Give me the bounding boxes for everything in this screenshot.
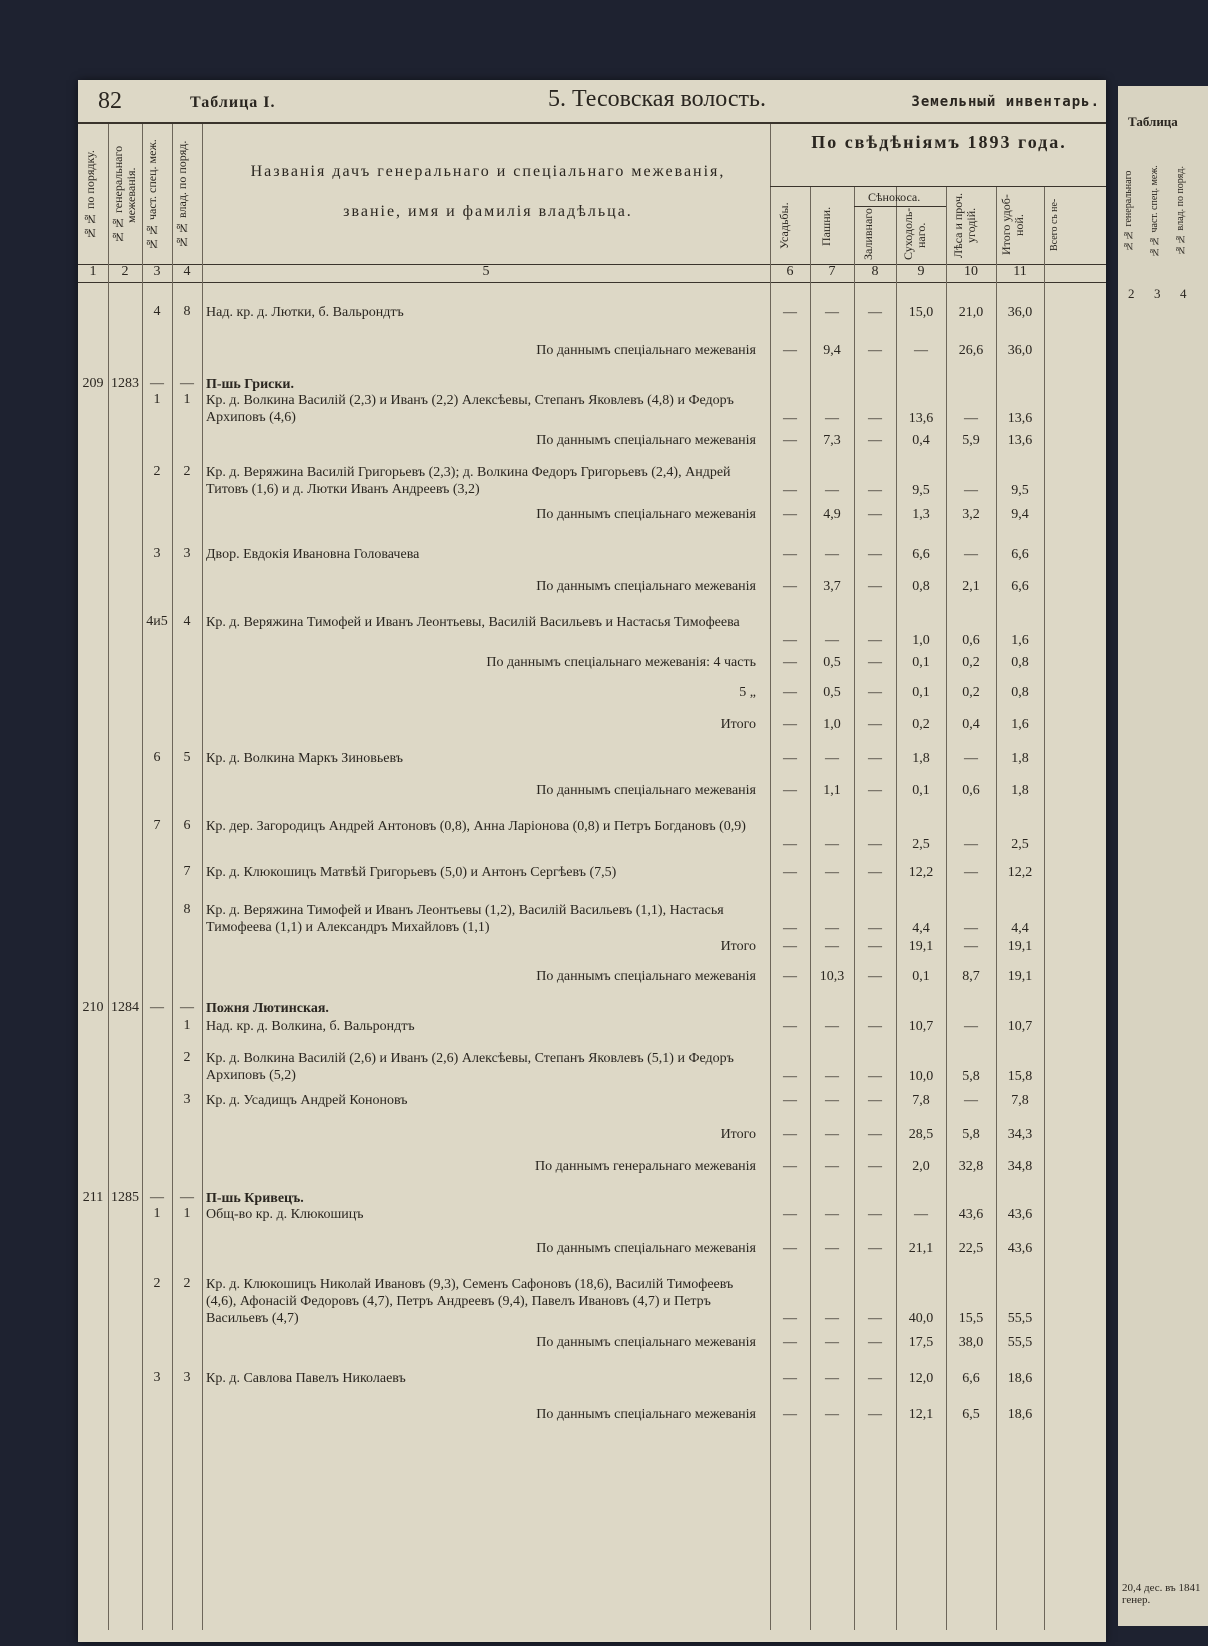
cell-v11: 7,8: [1011, 1093, 1029, 1108]
cell-n3: 1: [153, 392, 161, 407]
cell-v8: —: [868, 685, 882, 700]
cell-v8: —: [868, 1407, 882, 1422]
cell-n3: 2: [153, 464, 161, 479]
cell-v8: —: [868, 921, 882, 936]
cell-v7: —: [825, 1093, 839, 1108]
cell-v10: 15,5: [958, 1311, 984, 1326]
cell-n4: 1: [183, 392, 191, 407]
cell-v7: —: [825, 1159, 839, 1174]
cell-name: П-шь Кривецъ.: [206, 1191, 304, 1206]
cell-v7: —: [825, 1069, 839, 1084]
next-col-header: №№ част. спец. меж.: [1149, 165, 1160, 257]
col5-header: Названія дачъ генеральнаго и спеціальнаго межеванія, званіе, имя и фамилія владѣльца.: [250, 163, 726, 220]
cell-v7: —: [825, 1335, 839, 1350]
cell-v7: —: [825, 411, 839, 426]
next-page-edge: [1118, 86, 1208, 1626]
cell-v9: 0,8: [912, 579, 930, 594]
cell-v6: —: [783, 751, 797, 766]
cell-n4: —: [180, 1000, 194, 1015]
next-col-number: 4: [1180, 286, 1187, 301]
cell-v6: —: [783, 1241, 797, 1256]
cell-v10: 26,6: [958, 343, 984, 358]
cell-v7: —: [825, 1371, 839, 1386]
cell-v8: —: [868, 655, 882, 670]
cell-n3: 3: [153, 1370, 161, 1385]
cell-v9: 0,2: [912, 717, 930, 732]
cell-v8: —: [868, 1159, 882, 1174]
cell-v9: 9,5: [912, 483, 930, 498]
col-number: 6: [786, 264, 794, 279]
top-rule: [78, 122, 1106, 124]
cell-n3: 4: [153, 304, 161, 319]
cell-name: По даннымъ спеціальнаго межеванія: [536, 1241, 756, 1256]
cell-v6: —: [783, 1371, 797, 1386]
cell-n4: —: [180, 376, 194, 391]
col-number: 3: [153, 264, 161, 279]
cell-v10: —: [964, 751, 978, 766]
cell-v9: 19,1: [908, 939, 934, 954]
col-number: 8: [871, 264, 879, 279]
col12-header: Всего съ не-: [1049, 198, 1060, 252]
cell-v6: —: [783, 921, 797, 936]
cell-v8: —: [868, 1019, 882, 1034]
cell-name: По даннымъ спеціальнаго межеванія: [536, 579, 756, 594]
cell-v7: —: [825, 751, 839, 766]
cell-v8: —: [868, 751, 882, 766]
cell-n4: 3: [183, 546, 191, 561]
cell-v11: 4,4: [1011, 921, 1029, 936]
cell-v10: 0,6: [962, 633, 980, 648]
cell-v8: —: [868, 1207, 882, 1222]
cell-v6: —: [783, 343, 797, 358]
cell-v8: —: [868, 579, 882, 594]
next-col-header: №№ генеральнаго: [1123, 170, 1134, 252]
cell-name: По даннымъ спеціальнаго межеванія: 4 часть: [486, 655, 756, 670]
cell-v9: —: [914, 1207, 928, 1222]
cell-v10: —: [964, 483, 978, 498]
cell-v7: 0,5: [823, 655, 841, 670]
cell-v6: —: [783, 579, 797, 594]
cell-n3: 7: [153, 818, 161, 833]
cell-v11: 43,6: [1007, 1207, 1033, 1222]
cell-v8: —: [868, 1127, 882, 1142]
cell-v7: —: [825, 1207, 839, 1222]
cell-name: Кр. д. Веряжина Василій Григорьевъ (2,3); д. Волкина Федоръ Григорьевъ (2,4), Андрей Титовъ (1,6) и д. Лютки Иванъ Андреевъ (3,2): [206, 465, 731, 497]
col6-header: Усадьбы.: [777, 202, 791, 250]
cell-name: Кр. д. Веряжина Тимофей и Иванъ Леонтьевы (1,2), Василій Васильевъ (1,1), Настасья Тимофеева (1,1) и Александръ Михайловъ (1,1): [206, 903, 724, 935]
col-number: 2: [121, 264, 129, 279]
cell-v9: 1,8: [912, 751, 930, 766]
hay-rule: [854, 206, 946, 207]
cell-v8: —: [868, 305, 882, 320]
cell-v11: 2,5: [1011, 837, 1029, 852]
cell-n4: 4: [183, 614, 191, 629]
cell-name: 5 „: [739, 685, 756, 700]
cell-v9: 1,0: [912, 633, 930, 648]
cell-n3: —: [150, 1190, 164, 1205]
cell-name: По даннымъ спеціальнаго межеванія: [536, 507, 756, 522]
cell-v11: 15,8: [1007, 1069, 1033, 1084]
cell-v10: 0,2: [962, 655, 980, 670]
cell-v8: —: [868, 433, 882, 448]
cell-v9: 7,8: [912, 1093, 930, 1108]
cell-v10: 5,9: [962, 433, 980, 448]
cell-v10: —: [964, 547, 978, 562]
number-rule: [78, 282, 1106, 283]
cell-v10: 3,2: [962, 507, 980, 522]
cell-v9: 0,1: [912, 685, 930, 700]
cell-n4: —: [180, 1190, 194, 1205]
cell-v11: 1,8: [1011, 783, 1029, 798]
cell-v6: —: [783, 969, 797, 984]
col-divider: [1044, 186, 1045, 1630]
cell-v9: 15,0: [908, 305, 934, 320]
col9-header: Суходоль-наго.: [901, 207, 928, 260]
cell-v11: 18,6: [1007, 1407, 1033, 1422]
cell-v11: 6,6: [1011, 547, 1029, 562]
hay-header: Сѣнокоса.: [868, 190, 921, 204]
cell-v9: 4,4: [912, 921, 930, 936]
cell-v6: —: [783, 837, 797, 852]
cell-n4: 6: [183, 818, 191, 833]
cell-v11: 36,0: [1007, 343, 1033, 358]
cell-v6: —: [783, 1019, 797, 1034]
cell-v10: 8,7: [962, 969, 980, 984]
cell-v6: —: [783, 547, 797, 562]
cell-v8: —: [868, 507, 882, 522]
cell-v10: —: [964, 939, 978, 954]
group-rule: [770, 186, 1106, 187]
cell-v11: 12,2: [1007, 865, 1033, 880]
cell-v11: 0,8: [1011, 685, 1029, 700]
cell-v6: —: [783, 411, 797, 426]
cell-v7: —: [825, 865, 839, 880]
cell-v8: —: [868, 1241, 882, 1256]
cell-v10: —: [964, 1093, 978, 1108]
cell-name: По даннымъ спеціальнаго межеванія: [536, 433, 756, 448]
cell-n1: 211: [82, 1190, 104, 1205]
cell-v7: —: [825, 305, 839, 320]
cell-name: По даннымъ спеціальнаго межеванія: [536, 783, 756, 798]
cell-v6: —: [783, 1407, 797, 1422]
cell-v10: —: [964, 411, 978, 426]
next-col-number: 2: [1128, 286, 1135, 301]
cell-v9: 13,6: [908, 411, 934, 426]
cell-v7: 1,1: [823, 783, 841, 798]
col-number: 11: [1013, 264, 1027, 279]
cell-v8: —: [868, 837, 882, 852]
cell-n4: 2: [183, 464, 191, 479]
cell-name: Итого: [720, 717, 756, 732]
col11-header: Итого удоб-ной.: [999, 194, 1026, 256]
cell-v6: —: [783, 717, 797, 732]
cell-v10: 21,0: [958, 305, 984, 320]
col7-header: Пашни.: [819, 206, 833, 246]
cell-v9: 0,1: [912, 655, 930, 670]
cell-v10: 0,2: [962, 685, 980, 700]
cell-v7: 3,7: [823, 579, 841, 594]
cell-v7: 10,3: [819, 969, 845, 984]
cell-name: Общ-во кр. д. Клюкошицъ: [206, 1207, 364, 1222]
cell-n2: 1283: [111, 376, 139, 391]
cell-v11: 34,3: [1007, 1127, 1033, 1142]
cell-v11: 13,6: [1007, 411, 1033, 426]
cell-v7: —: [825, 939, 839, 954]
cell-v10: 6,6: [962, 1371, 980, 1386]
cell-v11: 18,6: [1007, 1371, 1033, 1386]
cell-v10: —: [964, 921, 978, 936]
cell-v11: 6,6: [1011, 579, 1029, 594]
cell-n4: 8: [183, 902, 191, 917]
cell-v11: 1,6: [1011, 717, 1029, 732]
cell-v9: 1,3: [912, 507, 930, 522]
cell-v10: 6,5: [962, 1407, 980, 1422]
cell-v6: —: [783, 685, 797, 700]
cell-v10: 0,4: [962, 717, 980, 732]
next-table-label: Таблица: [1128, 114, 1178, 129]
cell-v8: —: [868, 483, 882, 498]
col-number: 5: [482, 264, 490, 279]
cell-v11: 36,0: [1007, 305, 1033, 320]
col-number: 4: [183, 264, 191, 279]
cell-v8: —: [868, 1371, 882, 1386]
col2-header: №№ генеральнаго межеванія.: [111, 145, 138, 245]
cell-n3: 1: [153, 1206, 161, 1221]
cell-v11: 9,5: [1011, 483, 1029, 498]
cell-v11: 55,5: [1007, 1335, 1033, 1350]
cell-v8: —: [868, 783, 882, 798]
cell-v8: —: [868, 939, 882, 954]
cell-name: Кр. д. Савлова Павелъ Николаевъ: [206, 1371, 406, 1386]
col-number: 1: [89, 264, 97, 279]
cell-v6: —: [783, 1311, 797, 1326]
cell-v8: —: [868, 547, 882, 562]
cell-n4: 8: [183, 304, 191, 319]
next-footnote: 20,4 дес. въ 1841 генер.: [1122, 1582, 1201, 1606]
col-divider: [202, 124, 203, 1630]
cell-v8: —: [868, 1093, 882, 1108]
cell-name: Над. кр. д. Лютки, б. Вальрондтъ: [206, 305, 404, 320]
cell-v7: —: [825, 1407, 839, 1422]
cell-v10: 2,1: [962, 579, 980, 594]
cell-v8: —: [868, 1311, 882, 1326]
cell-v6: —: [783, 1159, 797, 1174]
cell-v9: 0,4: [912, 433, 930, 448]
cell-v11: 0,8: [1011, 655, 1029, 670]
cell-name: Итого: [720, 1127, 756, 1142]
cell-name: Кр. дер. Загородицъ Андрей Антоновъ (0,8), Анна Ларіонова (0,8) и Петръ Богдановъ (0,9): [206, 819, 746, 834]
cell-v9: 10,7: [908, 1019, 934, 1034]
cell-v7: —: [825, 483, 839, 498]
next-col-number: 3: [1154, 286, 1161, 301]
cell-v7: —: [825, 1311, 839, 1326]
cell-name: По даннымъ спеціальнаго межеванія: [536, 1407, 756, 1422]
cell-v6: —: [783, 655, 797, 670]
cell-n3: 6: [153, 750, 161, 765]
cell-v6: —: [783, 1069, 797, 1084]
cell-name: Итого: [720, 939, 756, 954]
cell-v9: 12,1: [908, 1407, 934, 1422]
cell-v7: 7,3: [823, 433, 841, 448]
cell-name: По даннымъ спеціальнаго межеванія: [536, 969, 756, 984]
cell-v10: —: [964, 1019, 978, 1034]
cell-v9: 12,0: [908, 1371, 934, 1386]
cell-n4: 2: [183, 1050, 191, 1065]
cell-v9: 2,5: [912, 837, 930, 852]
cell-v11: 1,6: [1011, 633, 1029, 648]
cell-v7: 1,0: [823, 717, 841, 732]
cell-v7: 9,4: [823, 343, 841, 358]
col-number: 7: [828, 264, 836, 279]
cell-v8: —: [868, 717, 882, 732]
cell-v10: 0,6: [962, 783, 980, 798]
cell-v6: —: [783, 305, 797, 320]
cell-v6: —: [783, 507, 797, 522]
cell-v6: —: [783, 633, 797, 648]
cell-name: Над. кр. д. Волкина, б. Вальрондтъ: [206, 1019, 415, 1034]
cell-v9: 40,0: [908, 1311, 934, 1326]
cell-v10: —: [964, 865, 978, 880]
cell-n2: 1285: [111, 1190, 139, 1205]
cell-v10: —: [964, 837, 978, 852]
cell-v6: —: [783, 1127, 797, 1142]
cell-v11: 55,5: [1007, 1311, 1033, 1326]
cell-v7: —: [825, 547, 839, 562]
cell-v8: —: [868, 969, 882, 984]
cell-n3: 4и5: [146, 614, 168, 629]
table-label: Таблица I.: [190, 94, 276, 111]
cell-v7: —: [825, 1127, 839, 1142]
cell-v11: 13,6: [1007, 433, 1033, 448]
cell-n4: 7: [183, 864, 191, 879]
cell-v6: —: [783, 783, 797, 798]
ledger-page: [78, 80, 1106, 1642]
cell-name: Кр. д. Волкина Маркъ Зиновьевъ: [206, 751, 404, 766]
cell-n4: 2: [183, 1276, 191, 1291]
next-col-header: №№ влад. по поряд.: [1175, 166, 1186, 256]
cell-name: По даннымъ спеціальнаго межеванія: [536, 1335, 756, 1350]
cell-v9: 0,1: [912, 783, 930, 798]
cell-v9: 0,1: [912, 969, 930, 984]
cell-v10: 43,6: [958, 1207, 984, 1222]
cell-name: По даннымъ генеральнаго межеванія: [535, 1159, 756, 1174]
cell-v9: 2,0: [912, 1159, 930, 1174]
cell-v6: —: [783, 1335, 797, 1350]
col1-header: №№ по порядку.: [83, 150, 97, 240]
cell-n4: 1: [183, 1018, 191, 1033]
cell-v6: —: [783, 865, 797, 880]
cell-v11: 34,8: [1007, 1159, 1033, 1174]
cell-name: Кр. д. Волкина Василій (2,3) и Иванъ (2,2) Алексѣевы, Степанъ Яковлевъ (4,8) и Федоръ Архиповъ (4,6): [206, 393, 734, 425]
cell-n3: 2: [153, 1276, 161, 1291]
cell-v10: 5,8: [962, 1127, 980, 1142]
cell-v8: —: [868, 865, 882, 880]
cell-name: Кр. д. Клюкошицъ Николай Ивановъ (9,3), Семенъ Сафоновъ (18,6), Василій Тимофеевъ (4,6), Афонасій Федоровъ (4,7), Петръ Андреевъ (9,4), Павелъ Ивановъ (4,7) и Петръ Васильевъ (4,7): [206, 1277, 734, 1326]
cell-v9: 17,5: [908, 1335, 934, 1350]
cell-v11: 1,8: [1011, 751, 1029, 766]
cell-v10: 32,8: [958, 1159, 984, 1174]
cell-name: П-шь Гриски.: [206, 377, 294, 392]
cell-v6: —: [783, 483, 797, 498]
cell-v6: —: [783, 433, 797, 448]
cell-n4: 5: [183, 750, 191, 765]
col-divider: [142, 124, 143, 1630]
cell-v9: 10,0: [908, 1069, 934, 1084]
cell-v9: 6,6: [912, 547, 930, 562]
cell-n4: 1: [183, 1206, 191, 1221]
cell-v11: 43,6: [1007, 1241, 1033, 1256]
cell-n3: —: [150, 376, 164, 391]
cell-n1: 209: [82, 376, 104, 391]
cell-v6: —: [783, 1093, 797, 1108]
cell-name: По даннымъ спеціальнаго межеванія: [536, 343, 756, 358]
cell-v9: 28,5: [908, 1127, 934, 1142]
cell-v7: —: [825, 837, 839, 852]
cell-v8: —: [868, 1069, 882, 1084]
col-number: 10: [964, 264, 978, 279]
col8-header: Заливнаго: [861, 208, 875, 260]
cell-v8: —: [868, 633, 882, 648]
cell-name: Двор. Евдокія Ивановна Головачева: [206, 547, 420, 562]
cell-v10: 22,5: [958, 1241, 984, 1256]
cell-name: Кр. д. Веряжина Тимофей и Иванъ Леонтьевы, Василій Васильевъ и Настасья Тимофеева: [206, 615, 740, 630]
section-label: Земельный инвентарь.: [911, 94, 1100, 110]
cell-n1: 210: [82, 1000, 104, 1015]
cell-name: Кр. д. Клюкошицъ Матвѣй Григорьевъ (5,0) и Антонъ Сергѣевъ (7,5): [206, 865, 617, 880]
cell-v6: —: [783, 1207, 797, 1222]
cell-v9: 12,2: [908, 865, 934, 880]
cell-v7: 0,5: [823, 685, 841, 700]
cell-name: Кр. д. Волкина Василій (2,6) и Иванъ (2,6) Алексѣевы, Степанъ Яковлевъ (5,1) и Федоръ Архиповъ (5,2): [206, 1051, 734, 1083]
cell-v11: 10,7: [1007, 1019, 1033, 1034]
col3-header: №№ част. спец. меж.: [145, 139, 159, 251]
cell-v6: —: [783, 939, 797, 954]
col10-header: Лѣса и проч. угодій.: [951, 192, 978, 258]
cell-name: Кр. д. Усадищъ Андрей Кононовъ: [206, 1093, 408, 1108]
cell-v7: —: [825, 1019, 839, 1034]
cell-v11: 9,4: [1011, 507, 1029, 522]
cell-v8: —: [868, 1335, 882, 1350]
page-title: 5. Тесовская волость.: [548, 86, 766, 112]
cell-v9: 21,1: [908, 1241, 934, 1256]
cell-v7: —: [825, 633, 839, 648]
cell-v7: —: [825, 921, 839, 936]
cell-v10: 38,0: [958, 1335, 984, 1350]
cell-n4: 3: [183, 1092, 191, 1107]
col4-header: №№ влад. по поряд.: [175, 140, 189, 250]
page-number: 82: [98, 88, 122, 114]
cell-name: Пожня Лютинская.: [206, 1001, 329, 1016]
cell-v11: 19,1: [1007, 969, 1033, 984]
cell-v9: —: [914, 343, 928, 358]
cell-n3: —: [150, 1000, 164, 1015]
cell-v7: 4,9: [823, 507, 841, 522]
col-divider: [108, 124, 109, 1630]
cell-n4: 3: [183, 1370, 191, 1385]
cell-v7: —: [825, 1241, 839, 1256]
cell-v8: —: [868, 343, 882, 358]
cell-v11: 19,1: [1007, 939, 1033, 954]
cell-n2: 1284: [111, 1000, 139, 1015]
cell-v10: 5,8: [962, 1069, 980, 1084]
cell-v8: —: [868, 411, 882, 426]
group-header: По свѣдѣніямъ 1893 года.: [811, 132, 1067, 152]
col-number: 9: [917, 264, 925, 279]
cell-n3: 3: [153, 546, 161, 561]
